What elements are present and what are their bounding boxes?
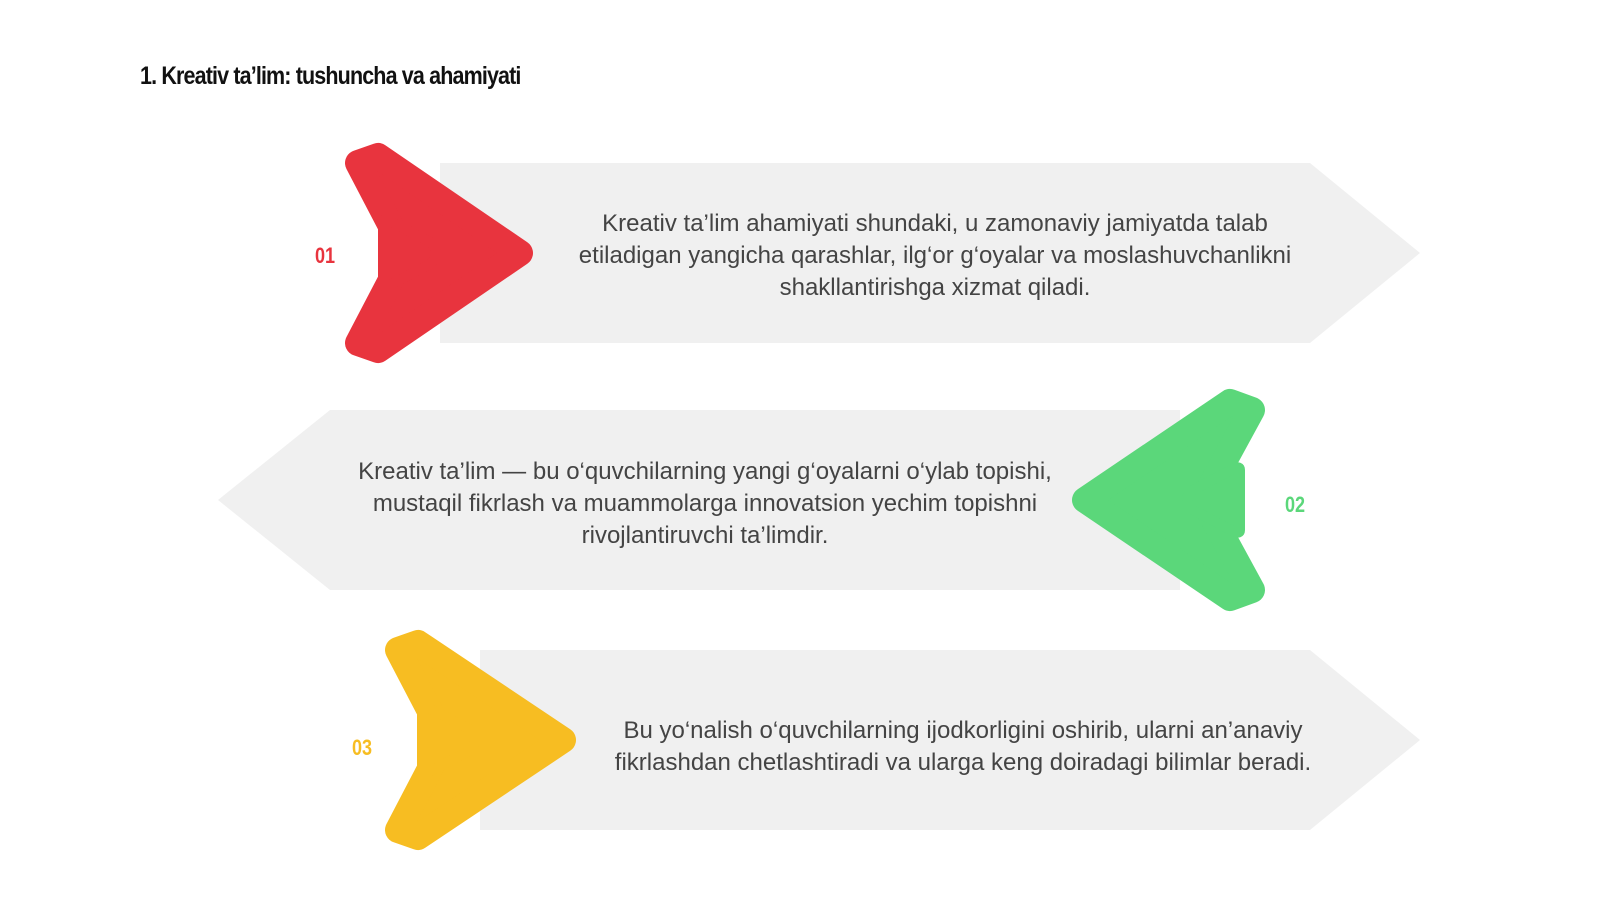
item-text-1: Kreativ ta’lim ahamiyati shundaki, u zamonaviy jamiyatda talab etiladigan yangicha qarashlar, ilg‘or g‘oyalar va moslashuvchanlikni shakllantirishga xizmat qiladi. [578,210,1292,301]
item-number-1: 01 [315,243,336,268]
item-number-2: 02 [1285,492,1306,517]
item-text-3: Bu yo‘nalish o‘quvchilarning ijodkorligini oshirib, ularni an’anaviy fikrlashdan chetlashtiradi va ularga keng doiradagi bilimlar beradi. [614,717,1312,776]
item-number-3: 03 [352,735,373,760]
item-text-2: Kreativ ta’lim — bu o‘quvchilarning yangi g‘oyalarni o‘ylab topishi, mustaqil fikrlash va muammolarga innovatsion yechim topishni rivojlantiruvchi ta’limdir. [358,458,1052,549]
slide-title: 1. Kreativ ta’lim: tushuncha va ahamiyati [140,62,521,90]
